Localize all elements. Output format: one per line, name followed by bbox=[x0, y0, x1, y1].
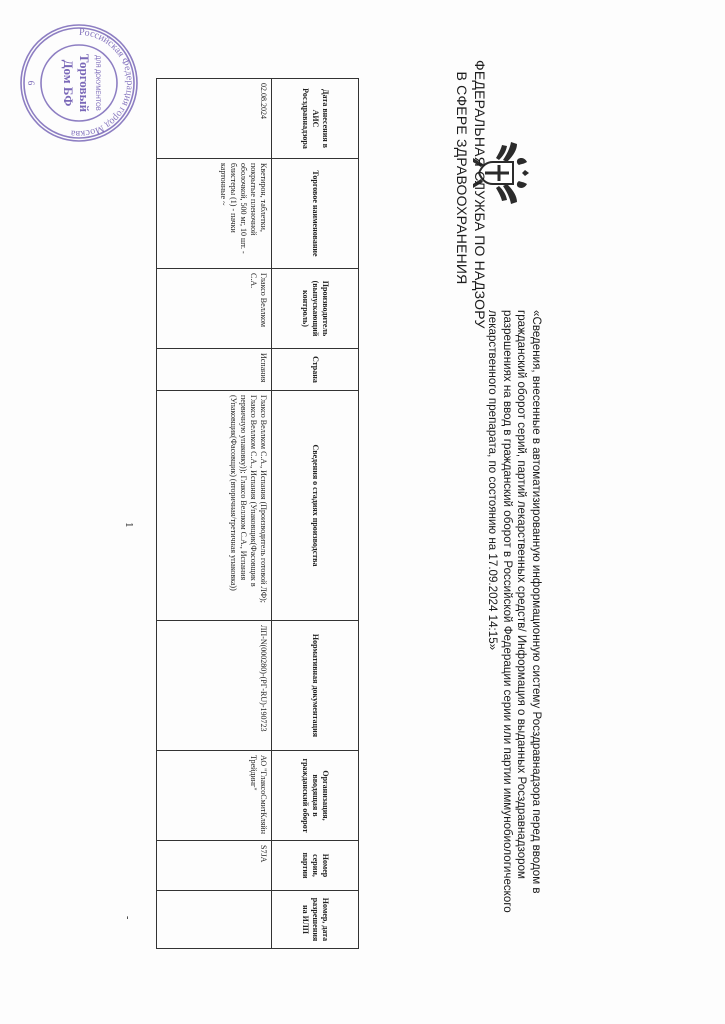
cell-organization: АО "ГлаксоСмитКляйн Трейдинг" bbox=[157, 751, 272, 841]
table-header-row bbox=[272, 79, 359, 949]
seal-outer-text: Российская Федерация город Москва bbox=[70, 26, 136, 140]
cell-country: Испания bbox=[157, 349, 272, 391]
cell-normative: ЛП-N(000280)-(РГ-RU)-190723 bbox=[157, 621, 272, 751]
col-header-trade-name: Торговое наименование bbox=[272, 159, 359, 269]
round-seal-stamp bbox=[18, 22, 140, 144]
seal-center-top: ДЛЯ ДОКУМЕНТОВ bbox=[94, 55, 100, 111]
cell-manufacturer: Глаксо Веллком С.А. bbox=[157, 269, 272, 349]
col-header-batch: Номер серии, партии bbox=[272, 841, 359, 891]
col-header-date: Дата внесения в АИС Росздравнадзора bbox=[272, 79, 359, 159]
agency-name bbox=[453, 60, 489, 329]
col-header-country: Страна bbox=[272, 349, 359, 391]
agency-line-1: ФЕДЕРАЛЬНАЯ СЛУЖБА ПО НАДЗОРУ bbox=[472, 60, 488, 329]
col-header-manufacturer: Производитель (выпускающий контроль) bbox=[272, 269, 359, 349]
agency-line-2: В СФЕРЕ ЗДРАВООХРАНЕНИЯ bbox=[454, 71, 470, 285]
cell-permit bbox=[157, 891, 272, 949]
col-header-stages: Сведения о стадиях производства bbox=[272, 391, 359, 621]
page-number: 1 bbox=[123, 522, 135, 528]
document-title: «Сведения, внесенные в автоматизированную информационную систему Росздравнадзора перед вводом в гражданский оборот серий, партий лекарственных средств/ Информация о выданных Росздравнадзором разрешениях на ввод в гражданский оборот в Российской Федерации серии или партии иммунобиологического лекарственного препарата, по состоянию на 17.09.2024 14:15» bbox=[486, 310, 543, 913]
seal-center-line-1: Торговый bbox=[77, 53, 92, 113]
cell-batch: S7JA bbox=[157, 841, 272, 891]
cell-date: 02.08.2024 bbox=[157, 79, 272, 159]
registry-table bbox=[156, 78, 359, 949]
permit-dash-mark: - bbox=[122, 916, 133, 920]
cell-trade-name: Кветирон, таблетки, покрытые пленочной оболочкой, 500 мг, 10 шт. - блистеры (1) - пачки картонные ~ bbox=[157, 159, 272, 269]
col-header-normative: Нормативная документация bbox=[272, 621, 359, 751]
seal-number: 6 bbox=[26, 80, 36, 86]
col-header-organization: Организация, вводящая в гражданский оборот bbox=[272, 751, 359, 841]
seal-center-line-2: Дом БФ bbox=[61, 59, 76, 107]
col-header-permit: Номер, дата разрешения на ИЛП bbox=[272, 891, 359, 949]
table-row bbox=[157, 79, 272, 949]
cell-stages: Глаксо Веллком С.А., Испания (Производитель готовой ЛФ); Глаксо Веллком С.А., Испания (Упаковщик(Фасовщик в первичную упаковку)); Глаксо Веллком С.А., Испания (Упаковщик(Фасовщик) (вторичная/третичная упаковка)) bbox=[157, 391, 272, 621]
